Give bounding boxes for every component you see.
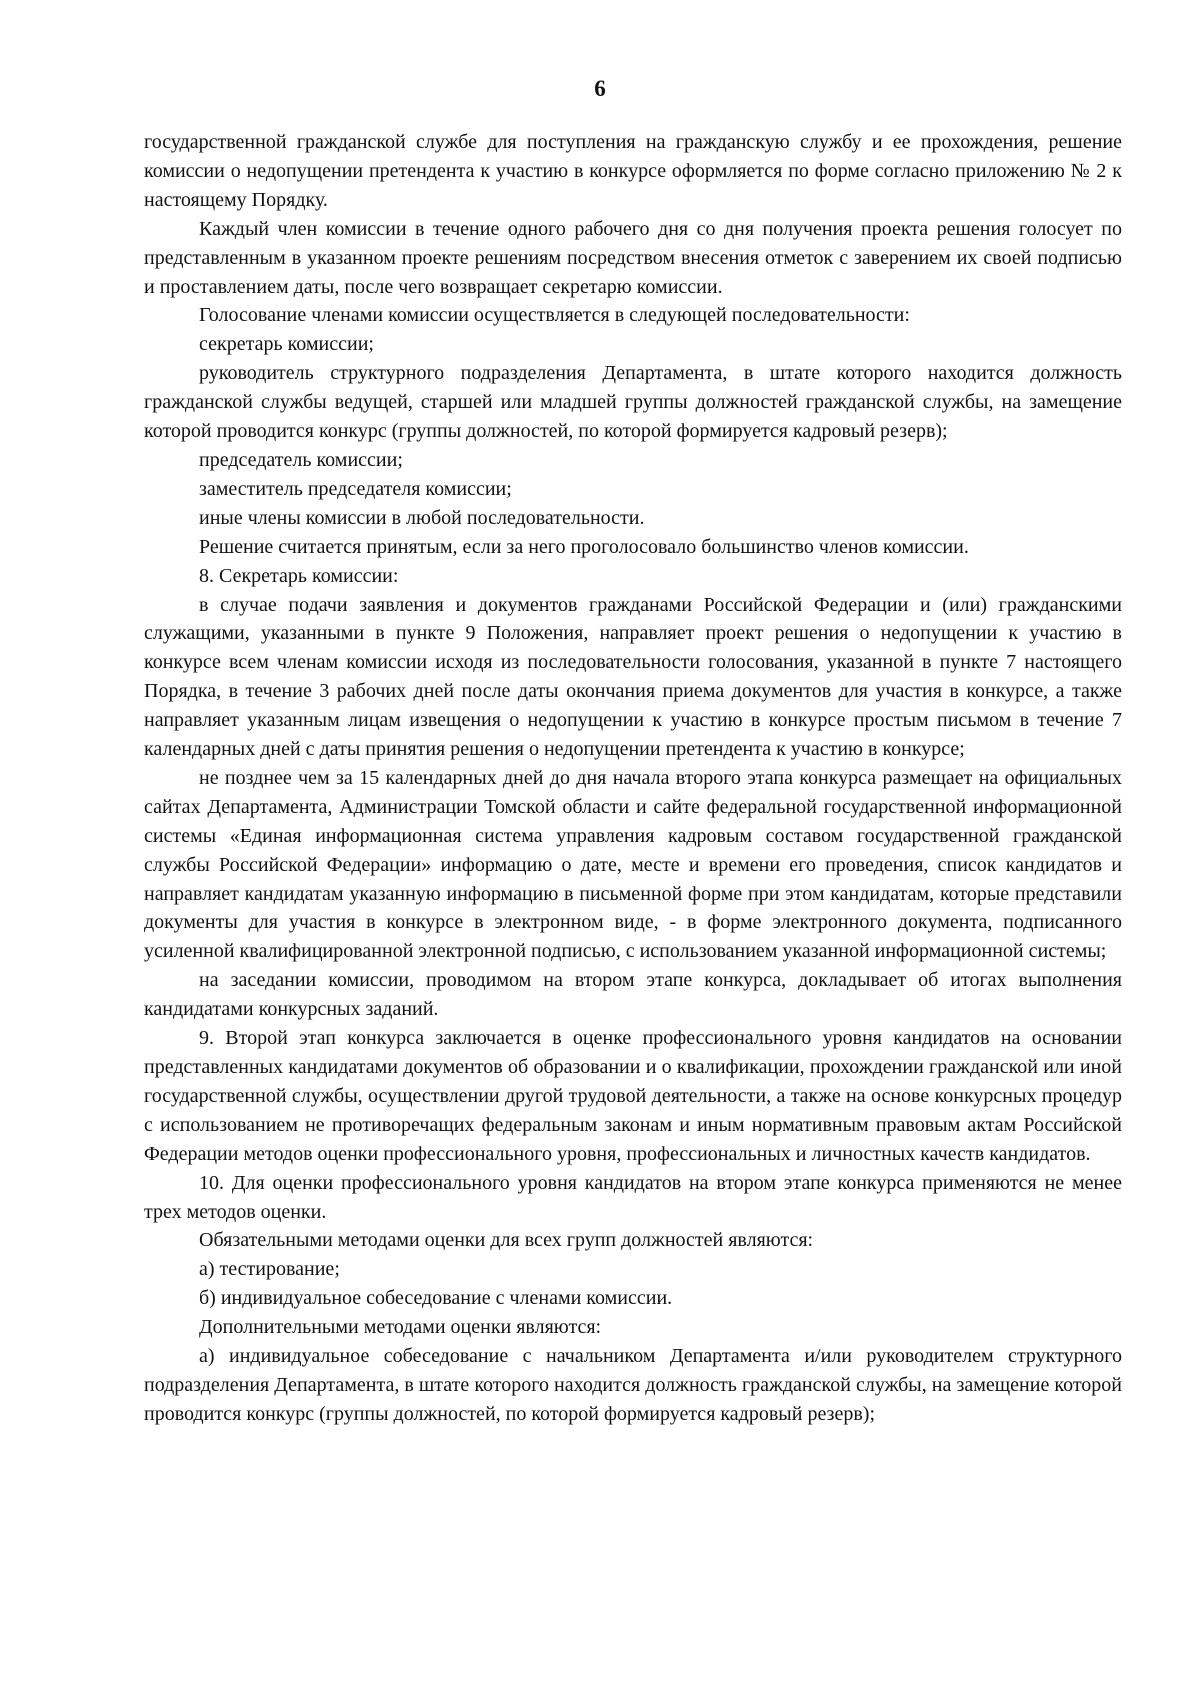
paragraph-decision-adopted: Решение считается принятым, если за него проголосовало большинство членов комиссии.: [199, 535, 969, 558]
paragraph-additional-methods: Дополнительными методами оценки являются:: [199, 1316, 602, 1339]
paragraph-unit-head: руководитель структурного подразделения Департамента, в штате которого находится должность гражданской службы ведущей, старшей или младшей группы должностей гражданской службы, на замещение которой проводится конкурс (группы должностей, по которой формируется кадровый резерв);: [144, 362, 1122, 443]
page-number: 6: [594, 76, 606, 101]
paragraph-deputy-chairman: заместитель председателя комиссии;: [199, 477, 512, 500]
document-body: [144, 128, 1122, 1429]
paragraph-item-10: 10. Для оценки профессионального уровня кандидатов на втором этапе конкурса применяются не менее трех методов оценки.: [144, 1171, 1122, 1223]
paragraph-item-8-application: в случае подачи заявления и документов гражданами Российской Федерации и (или) гражданскими служащими, указанными в пункте 9 Положения, направляет проект решения о недопущении к участию в конкурсе всем членам комиссии исходя из последовательности голосования, указанной в пункте 7 настоящего Порядка, в течение 3 рабочих дней после даты окончания приема документов для участия в конкурсе, а также направляет указанным лицам извещения о недопущении к участию в конкурсе простым письмом в течение 7 календарных дней с даты принятия решения о недопущении претендента к участию в конкурсе;: [144, 593, 1122, 761]
paragraph-continuation: государственной гражданской службе для поступления на гражданскую службу и ее прохождения, решение комиссии о недопущении претендента к участию в конкурсе оформляется по форме согласно приложению № 2 к настоящему Порядку.: [144, 131, 1122, 211]
paragraph-item-9: 9. Второй этап конкурса заключается в оценке профессионального уровня кандидатов на основании представленных кандидатами документов об образовании и о квалификации, прохождении гражданской или иной государственной службы, осуществлении другой трудовой деятельности, а также на основе конкурсных процедур с использованием не противоречащих федеральным законам и иным нормативным правовым актам Российской Федерации методов оценки профессионального уровня, профессиональных и личностных качеств кандидатов.: [144, 1027, 1122, 1165]
paragraph-method-interview: б) индивидуальное собеседование с членами комиссии.: [199, 1287, 673, 1310]
paragraph-item-8-publication: не позднее чем за 15 календарных дней до дня начала второго этапа конкурса размещает на официальных сайтах Департамента, Администрации Томской области и сайте федеральной государственной информационной системы «Единая информационная система управления кадровым составом государственной гражданской службы Российской Федерации» информацию о дате, месте и времени его проведения, список кандидатов и направляет кандидатам указанную информацию в письменной форме при этом кандидатам, которые представили документы для участия в конкурсе в электронном виде, - в форме электронного документа, подписанного усиленной квалифицированной электронной подписью, с использованием указанной информационной системы;: [144, 766, 1122, 963]
paragraph-mandatory-methods: Обязательными методами оценки для всех групп должностей являются:: [199, 1229, 814, 1252]
paragraph-item-8-report: на заседании комиссии, проводимом на втором этапе конкурса, докладывает об итогах выполнения кандидатами конкурсных заданий.: [144, 969, 1122, 1021]
paragraph-method-head-interview: а) индивидуальное собеседование с начальником Департамента и/или руководителем структурного подразделения Департамента, в штате которого находится должность гражданской службы, на замещение которой проводится конкурс (группы должностей, по которой формируется кадровый резерв);: [144, 1345, 1122, 1425]
paragraph-other-members: иные члены комиссии в любой последовательности.: [199, 506, 645, 529]
paragraph-voting-procedure: Каждый член комиссии в течение одного рабочего дня со дня получения проекта решения голосует по представленным в указанном проекте решениям посредством внесения отметок с заверением их своей подписью и проставлением даты, после чего возвращает секретарю комиссии.: [144, 217, 1122, 298]
paragraph-method-testing: а) тестирование;: [199, 1258, 340, 1281]
paragraph-item-8-heading: 8. Секретарь комиссии:: [199, 564, 399, 587]
paragraph-voting-order: Голосование членами комиссии осуществляется в следующей последовательности:: [199, 304, 910, 327]
paragraph-secretary: секретарь комиссии;: [199, 333, 374, 356]
paragraph-chairman: председатель комиссии;: [199, 448, 403, 471]
